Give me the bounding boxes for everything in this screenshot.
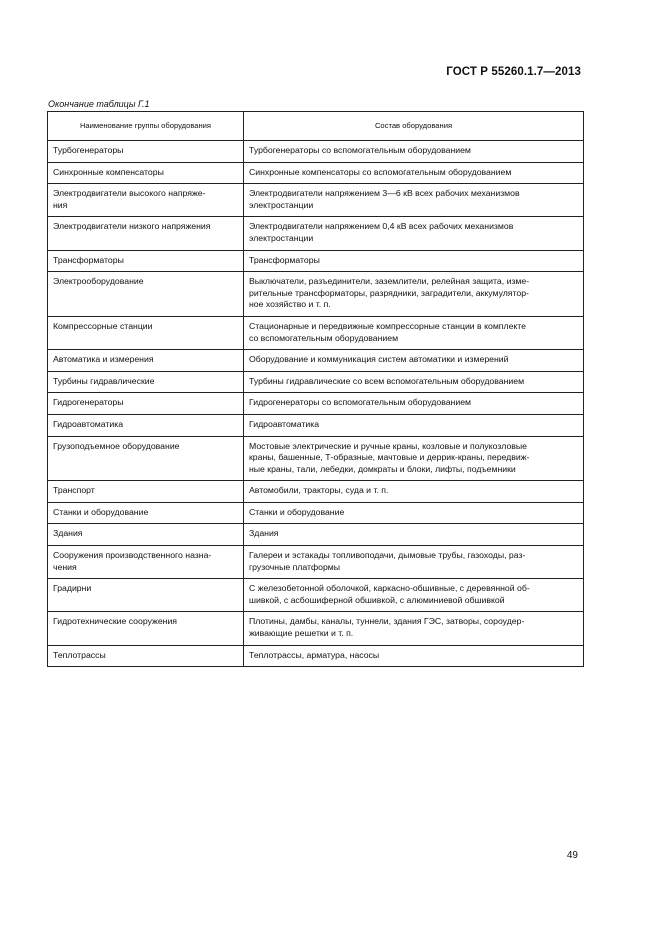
table-row: [48, 546, 584, 579]
column-header-composition: Состав оборудования: [244, 112, 584, 141]
equipment-composition-cell: Оборудование и коммуникация систем автоматики и измерений: [244, 350, 584, 372]
equipment-group-cell: Гидротехнические сооружения: [48, 612, 244, 645]
table-row: [48, 612, 584, 645]
table-row: [48, 350, 584, 372]
equipment-composition-cell: Галереи и эстакады топливоподачи, дымовые трубы, газоходы, раз- грузочные платформы: [244, 546, 584, 579]
equipment-composition-cell: Трансформаторы: [244, 250, 584, 272]
table-row: [48, 162, 584, 184]
equipment-composition-cell: Мостовые электрические и ручные краны, козловые и полукозловые краны, башенные, Т-образные, мачтовые и деррик-краны, передвиж- ные краны, тали, лебедки, домкраты и блоки, лифты, подъемники: [244, 436, 584, 481]
table-body: [48, 141, 584, 667]
table-row: [48, 481, 584, 503]
table-header-row: [48, 112, 584, 141]
equipment-group-cell: Сооружения производственного назна- чения: [48, 546, 244, 579]
equipment-composition-cell: Турбины гидравлические со всем вспомогательным оборудованием: [244, 371, 584, 393]
table-row: [48, 250, 584, 272]
equipment-composition-cell: Станки и оборудование: [244, 502, 584, 524]
equipment-composition-cell: Электродвигатели напряжением 3—6 кВ всех рабочих механизмов электростанции: [244, 184, 584, 217]
equipment-group-cell: Здания: [48, 524, 244, 546]
table-row: [48, 272, 584, 317]
equipment-group-cell: Станки и оборудование: [48, 502, 244, 524]
table-row: [48, 524, 584, 546]
equipment-group-cell: Электродвигатели низкого напряжения: [48, 217, 244, 250]
equipment-group-cell: Трансформаторы: [48, 250, 244, 272]
equipment-composition-cell: Гидрогенераторы со вспомогательным оборудованием: [244, 393, 584, 415]
equipment-composition-cell: Турбогенераторы со вспомогательным оборудованием: [244, 141, 584, 163]
table-row: [48, 316, 584, 349]
equipment-group-cell: Автоматика и измерения: [48, 350, 244, 372]
equipment-group-cell: Гидрогенераторы: [48, 393, 244, 415]
table-row: [48, 502, 584, 524]
equipment-composition-cell: Электродвигатели напряжением 0,4 кВ всех рабочих механизмов электростанции: [244, 217, 584, 250]
equipment-composition-cell: Синхронные компенсаторы со вспомогательным оборудованием: [244, 162, 584, 184]
equipment-group-cell: Транспорт: [48, 481, 244, 503]
document-standard-header: ГОСТ Р 55260.1.7—2013: [446, 66, 581, 78]
equipment-composition-cell: Стационарные и передвижные компрессорные станции в комплекте со вспомогательным оборудованием: [244, 316, 584, 349]
table-row: [48, 393, 584, 415]
equipment-table: [47, 111, 584, 667]
equipment-group-cell: Гидроавтоматика: [48, 414, 244, 436]
equipment-group-cell: Теплотрассы: [48, 645, 244, 667]
equipment-group-cell: Электродвигатели высокого напряже- ния: [48, 184, 244, 217]
equipment-composition-cell: Здания: [244, 524, 584, 546]
equipment-group-cell: Компрессорные станции: [48, 316, 244, 349]
equipment-composition-cell: Плотины, дамбы, каналы, туннели, здания ГЭС, затворы, сороудер- живающие решетки и т. п.: [244, 612, 584, 645]
equipment-composition-cell: Автомобили, тракторы, суда и т. п.: [244, 481, 584, 503]
equipment-group-cell: Турбогенераторы: [48, 141, 244, 163]
table-header: [48, 112, 584, 141]
equipment-group-cell: Грузоподъемное оборудование: [48, 436, 244, 481]
equipment-composition-cell: Теплотрассы, арматура, насосы: [244, 645, 584, 667]
table-row: [48, 579, 584, 612]
equipment-group-cell: Градирни: [48, 579, 244, 612]
equipment-composition-cell: С железобетонной оболочкой, каркасно-обшивные, с деревянной об- шивкой, с асбошиферной обшивкой, с алюминиевой обшивкой: [244, 579, 584, 612]
table-row: [48, 436, 584, 481]
equipment-composition-cell: Выключатели, разъединители, заземлители, релейная защита, изме- рительные трансформаторы, разрядники, заградители, аккумулятор- ное хозяйство и т. п.: [244, 272, 584, 317]
equipment-group-cell: Турбины гидравлические: [48, 371, 244, 393]
equipment-composition-cell: Гидроавтоматика: [244, 414, 584, 436]
table-row: [48, 217, 584, 250]
equipment-group-cell: Синхронные компенсаторы: [48, 162, 244, 184]
table-row: [48, 645, 584, 667]
table-caption: Окончание таблицы Г.1: [48, 99, 150, 109]
page-number: 49: [566, 850, 578, 861]
column-header-group-name: Наименование группы оборудования: [48, 112, 244, 141]
table-row: [48, 184, 584, 217]
table-row: [48, 414, 584, 436]
equipment-group-cell: Электрооборудование: [48, 272, 244, 317]
table-row: [48, 371, 584, 393]
table-row: [48, 141, 584, 163]
